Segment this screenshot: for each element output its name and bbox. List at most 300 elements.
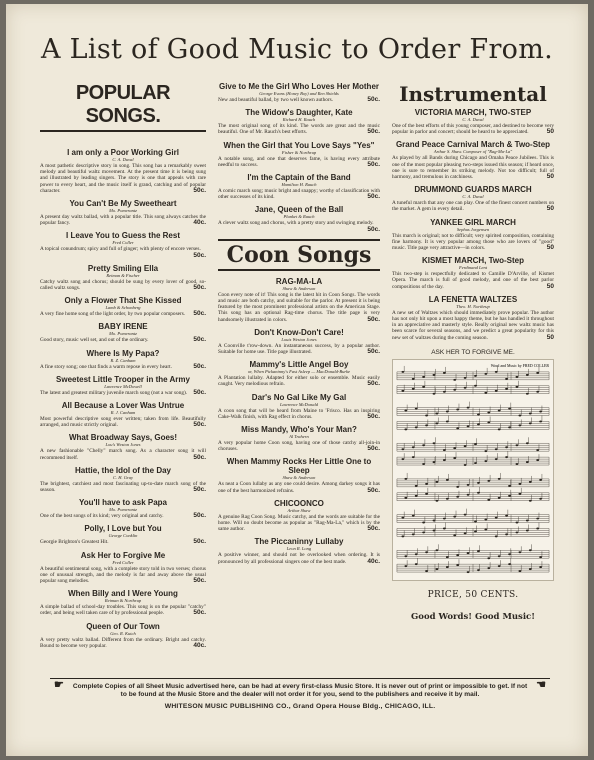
song-entry	[218, 393, 380, 420]
song-description: The most original song of its kind. The words are great and the music beautiful. One of Mr. Rauch's best efforts.	[218, 123, 380, 136]
song-price: 50c.	[367, 315, 380, 323]
song-title: When the Girl that You Love Says "Yes"	[223, 140, 375, 150]
song-composer: Leon R. Long	[286, 546, 312, 552]
song-description: A beautiful sentimental song, with a complete story told in two verses; chorus one of unusual strength, and the melody is far and away above the usual popular song melodies.	[40, 565, 206, 585]
music-note	[526, 461, 529, 463]
song-composer: Louis Weston Jones	[281, 336, 317, 342]
song-title: Don't Know-Don't Care!	[254, 327, 344, 337]
music-note	[536, 449, 539, 451]
song-description-block	[218, 188, 380, 200]
song-title: Polly, I Love but You	[84, 524, 162, 534]
song-title: RAG-MA-LA	[275, 276, 323, 286]
music-note	[425, 551, 428, 553]
song-entry	[218, 173, 380, 200]
song-composer: Lou's Weston Jones	[105, 442, 141, 448]
song-composer: Geo. R. Kutch	[110, 630, 136, 636]
sheet-music-excerpt	[392, 359, 554, 581]
music-note	[516, 386, 519, 388]
song-entry	[40, 199, 206, 226]
music-note	[519, 414, 522, 416]
song-description: The brightest, catchiest and most fascinating up-to-date march song of the season.	[40, 480, 206, 494]
music-note	[443, 391, 446, 393]
song-description: A Coonville t'row-down. An instantaneous success, by a popular author. Suitable for home use. Title page illustrated.	[218, 342, 380, 356]
song-description: A new set of Waltzes which should immediately prove popular. The author has not only hit upon a most happy theme, but he has handled it throughout in an appreciative and masterly style. Really original new waltz music has been scarce for several seasons, and we predict a great popularity for this new set of waltzes during the coming season.	[392, 309, 554, 341]
song-price: 50c.	[367, 225, 380, 233]
instrumental-heading: Instrumental	[399, 82, 547, 106]
song-title: You Can't Be My Sweetheart	[69, 199, 177, 209]
footer-publisher: WHITESON MUSIC PUBLISHING CO., Grand Opera House Bldg., CHICAGO, ILL.	[164, 703, 436, 710]
coon-songs-heading: Coon Songs	[218, 239, 380, 271]
music-note	[425, 570, 428, 572]
song-price: 50c.	[367, 160, 380, 168]
music-note	[495, 390, 498, 392]
song-description: The latest and greatest military juvenile march song (not a war song).	[40, 389, 188, 396]
music-note	[464, 445, 467, 447]
music-note	[505, 533, 508, 535]
song-composer: Arthur S. Shaw. Composer of "Rag-Ma-La"	[433, 149, 513, 155]
song-price: 50c.	[367, 380, 380, 388]
music-note	[456, 496, 459, 498]
music-note	[529, 549, 532, 551]
music-note	[404, 497, 407, 499]
song-description-block	[218, 343, 380, 355]
song-entry	[218, 499, 380, 533]
sheet-music-credit: Word and Music by FRED COLLER	[490, 362, 550, 368]
song-price: 50c.	[367, 445, 380, 453]
song-composer: R. Z. Canham	[110, 357, 136, 363]
song-entry	[218, 537, 380, 564]
song-title: Only a Flower That She Kissed	[64, 296, 182, 306]
music-note	[415, 426, 418, 428]
song-entry	[218, 205, 380, 232]
song-price: 50c.	[367, 96, 380, 103]
music-note	[404, 409, 407, 411]
good-words-slogan: Good Words! Good Music!	[411, 611, 535, 622]
song-title: Grand Peace Carnival March & Two-Step	[395, 140, 551, 150]
music-note	[529, 422, 532, 424]
middle-songs-list	[218, 82, 380, 233]
song-price: 50c.	[193, 388, 206, 396]
music-note	[467, 425, 470, 427]
music-note	[446, 556, 449, 558]
music-note	[422, 463, 425, 465]
popular-songs-heading: POPULAR SONGS.	[40, 82, 206, 132]
music-note	[508, 495, 511, 497]
music-note	[446, 498, 449, 500]
music-note	[495, 516, 498, 518]
song-entry	[40, 622, 206, 649]
music-note	[464, 377, 467, 379]
music-note	[498, 428, 501, 430]
music-note	[484, 528, 487, 530]
music-note	[453, 457, 456, 459]
music-note	[508, 407, 511, 409]
song-entry	[40, 498, 206, 519]
song-composer: George Conklin	[108, 533, 138, 539]
music-note	[529, 412, 532, 414]
music-note	[425, 414, 428, 416]
song-price: 50c.	[193, 577, 206, 585]
song-description: A topical conundrum; spicy and full of ginger; with plenty of encore verses.	[40, 246, 201, 253]
music-note	[536, 391, 539, 393]
music-note	[464, 513, 467, 515]
music-note	[495, 371, 498, 373]
song-description: This two-step is respectfully dedicated to Camille D'Arville, of Kismet Opera. The march is full of good melody, and one of the best parlor compositions of the day.	[392, 271, 554, 290]
song-composer: C. A. Duval	[112, 157, 134, 162]
song-title: Where Is My Papa?	[86, 348, 160, 358]
song-description: A very fine home song of the light order, by two popular composers.	[40, 311, 186, 318]
song-title: Sweetest Little Trooper in the Army	[56, 374, 190, 384]
song-price: 50c.	[367, 525, 380, 533]
song-entry	[218, 141, 380, 168]
song-entry	[40, 433, 206, 460]
music-note	[456, 554, 459, 556]
music-note	[401, 390, 404, 392]
song-composer: C. H. Gray	[113, 474, 133, 480]
music-note	[539, 556, 542, 558]
song-description-block	[392, 233, 554, 252]
song-composer: Plunket & Rauch	[283, 214, 315, 220]
song-description: A tuneful march that any one can play. One of the finest concert numbers on the market. A gem in every detail.	[392, 200, 554, 213]
music-note	[526, 529, 529, 531]
music-note	[412, 533, 415, 535]
music-note	[508, 563, 511, 565]
music-note	[495, 535, 498, 537]
song-description-block	[40, 539, 206, 545]
music-note	[529, 481, 532, 483]
music-note	[516, 444, 519, 446]
music-note	[412, 388, 415, 390]
song-price: 50c.	[193, 609, 206, 617]
music-note	[404, 478, 407, 480]
music-note	[529, 568, 532, 570]
song-price: 50	[546, 333, 554, 341]
song-price: 50	[546, 173, 554, 181]
music-note	[484, 460, 487, 462]
song-title: Hattie, the Idol of the Day	[74, 465, 171, 475]
song-price: 50	[546, 205, 554, 213]
music-note	[519, 551, 522, 553]
music-note	[401, 516, 404, 518]
song-entry	[40, 551, 206, 585]
song-title: I'm the Captain of the Band	[247, 173, 351, 183]
song-composer: Shaw & Anderson	[282, 285, 316, 291]
song-composer: Fisher & Northrup	[281, 149, 317, 155]
song-description-block	[392, 155, 554, 180]
song-description: This march is original; not to difficult; very spirited composition, containing fine harmony. It is very popular among those who are lovers of "good" music. Title page very attractive—in colors.	[392, 232, 554, 252]
music-note	[436, 481, 439, 483]
song-entry	[40, 375, 206, 396]
song-title: You'll have to ask Papa	[78, 498, 167, 508]
song-entry	[392, 140, 554, 180]
music-note	[529, 500, 532, 502]
music-note	[498, 555, 501, 557]
pointing-hand-left-icon: ☚	[536, 679, 546, 691]
song-description-block	[40, 637, 206, 649]
song-title: VICTORIA MARCH, TWO-STEP	[414, 108, 532, 117]
music-note	[474, 530, 477, 532]
song-entry	[40, 589, 206, 616]
music-note	[505, 388, 508, 390]
song-composer: Lawrence McDowell	[104, 383, 142, 389]
coon-songs-list	[218, 277, 380, 565]
music-note	[401, 458, 404, 460]
song-title: Dar's No Gal Like My Gal	[251, 392, 347, 402]
music-note	[539, 410, 542, 412]
song-description: Coon every note of it! This song is the latest hit in Coon Songs. The words and music are both catchy, and suitable for the parlor. At present it is being featured by the most prominent professional artists on the American Stage. This song has an optional Rag-time chorus. The title page is very handsomely illustrated in colors.	[218, 291, 380, 323]
music-note	[415, 495, 418, 497]
song-composer: Fred Coller	[112, 240, 134, 246]
song-description-block	[40, 604, 206, 616]
song-entry	[40, 148, 206, 194]
music-note	[487, 567, 490, 569]
music-note	[436, 412, 439, 414]
music-note	[464, 464, 467, 466]
song-price: 40c.	[193, 641, 206, 649]
music-note	[412, 456, 415, 458]
song-description-block	[392, 123, 554, 135]
music-note	[453, 515, 456, 517]
page-title: A List of Good Music to Order From.	[40, 34, 553, 65]
song-composer: Hamilton H. Rauch	[281, 182, 317, 188]
song-description: A Plantation lullaby. Adapted for either solo or ensemble. Music easily caught. Very melodious refrain.	[218, 375, 380, 388]
footer-notice	[50, 678, 550, 711]
song-composer: Richard H. Rauch	[282, 117, 316, 123]
song-description: Georgie Brighton's Greatest Hit.	[40, 539, 109, 546]
song-description-block	[40, 337, 206, 343]
song-composer: Lawrence McDonald	[280, 401, 318, 407]
music-note	[516, 531, 519, 533]
song-entry	[40, 264, 206, 291]
song-entry	[40, 524, 206, 545]
song-title: DRUMMOND GUARDS MARCH	[414, 185, 532, 195]
song-composer: Lamb & Schonberg	[105, 305, 141, 311]
song-composer: Al Trahern	[289, 434, 309, 440]
song-description: Good story, music well set, and out of the ordinary.	[40, 337, 149, 344]
song-description: As played by all Bands during Chicago and Omaha Peace Jubilees. This is one of the most popular pleasing two-steps issued this season; if heard once, one is sure to remember its striking melody. Not too difficult; full of harmony, and tremulous in catchiness.	[392, 155, 554, 181]
song-composer: Mo. Pomerantz	[109, 331, 137, 337]
music-note	[467, 571, 470, 573]
music-note	[404, 555, 407, 557]
music-note	[415, 563, 418, 565]
music-note	[446, 479, 449, 481]
middle-column	[218, 82, 380, 570]
music-note	[404, 565, 407, 567]
music-note	[536, 372, 539, 374]
song-title: Miss Mandy, Who's Your Man?	[241, 425, 357, 435]
song-title: Give to Me the Girl Who Loves Her Mother	[218, 82, 380, 91]
song-composer: C. A. Duval	[462, 194, 484, 200]
song-title: Jane, Queen of the Ball	[254, 205, 344, 215]
song-composer: Shaw & Anderson	[282, 475, 316, 481]
music-note	[443, 372, 446, 374]
music-note	[487, 480, 490, 482]
music-note	[508, 553, 511, 555]
music-note	[412, 514, 415, 516]
music-note	[456, 427, 459, 429]
music-note	[526, 442, 529, 444]
music-note	[456, 564, 459, 566]
music-note	[477, 413, 480, 415]
music-note	[422, 386, 425, 388]
instrumental-column	[392, 82, 554, 622]
music-note	[467, 494, 470, 496]
music-note	[477, 423, 480, 425]
music-note	[422, 376, 425, 378]
music-note	[519, 493, 522, 495]
music-note	[474, 375, 477, 377]
music-note	[484, 450, 487, 452]
music-note	[495, 448, 498, 450]
music-note	[436, 500, 439, 502]
price-text: PRICE, 50 CENTS.	[427, 589, 519, 600]
song-composer: Mo. Pomerantz	[109, 507, 137, 513]
music-note	[467, 406, 470, 408]
song-entry	[392, 185, 554, 212]
music-note	[539, 498, 542, 500]
music-note	[516, 376, 519, 378]
song-title: What Broadway Says, Goes!	[68, 433, 178, 443]
song-composer: or, When Pickaninny's Fast Asleep — MacDonald-Burke	[247, 369, 351, 375]
song-title: LA FENETTA WALTZES	[428, 294, 518, 304]
song-description-block	[392, 271, 554, 290]
song-title: YANKEE GIRL MARCH	[430, 217, 516, 227]
song-title: I Leave You to Guess the Rest	[66, 231, 180, 241]
song-description-block	[218, 156, 380, 168]
song-description: Catchy waltz song and chorus; should be sung by every lover of good, so-called waltz songs.	[40, 278, 206, 292]
music-note	[412, 378, 415, 380]
music-note	[516, 463, 519, 465]
music-note	[487, 421, 490, 423]
song-entry	[218, 108, 380, 135]
song-description: A present day waltz ballad, with a popular title. This song always catches the popular fancy.	[40, 214, 206, 227]
music-note	[453, 389, 456, 391]
song-entry	[392, 218, 554, 252]
song-description-block	[218, 123, 380, 135]
song-price: 40c.	[367, 557, 380, 565]
song-price: 50c.	[193, 453, 206, 461]
song-price: 40c.	[193, 219, 206, 227]
song-description-block	[392, 310, 554, 341]
song-description: A genuine Rag Coon Song. Music catchy, and the words are suitable for the home. Will no doubt become as popular as "Rag-Ma-La," which is by the same author.	[218, 513, 380, 533]
instrumental-list	[392, 108, 554, 341]
song-entry	[40, 466, 206, 493]
song-composer: Reiman & Northrup	[104, 598, 142, 604]
music-note	[425, 493, 428, 495]
music-note	[505, 456, 508, 458]
music-note	[436, 422, 439, 424]
music-note	[425, 424, 428, 426]
music-note	[453, 379, 456, 381]
song-description-block	[40, 279, 206, 291]
music-note	[415, 553, 418, 555]
footer-text: Complete Copies of all Sheet Music advertised here, can be had at every first-class Music Store. It is never out of print or impossible to get. If not to be found at the Music Store and the dealer will not order it for you, send to the publishers and receive it by mail.	[72, 683, 528, 698]
music-note	[443, 449, 446, 451]
music-note	[412, 446, 415, 448]
song-description-block	[40, 246, 206, 258]
music-note	[487, 557, 490, 559]
music-note	[498, 478, 501, 480]
song-description-block	[40, 311, 206, 317]
song-price: 50c.	[193, 251, 206, 259]
music-note	[456, 408, 459, 410]
song-description: One of the best efforts of this young composer, and destined to become very popular in parlor and concert; should be heard to be appreciated.	[392, 123, 554, 136]
music-note	[516, 521, 519, 523]
song-description: A notable song, and one that deserves fame, is having every attribute needful to success.	[218, 155, 380, 168]
song-description-block	[392, 200, 554, 212]
song-price: 50c.	[193, 486, 206, 494]
song-description: A very popular home Coon song, having one of those catchy all-join-in choruses.	[218, 440, 380, 453]
song-description: A positive winner, and should not be overlooked when ordering. It is pronounced by all professional singers one of the best made.	[218, 552, 380, 565]
song-price: 50c.	[193, 362, 206, 370]
music-note	[484, 518, 487, 520]
song-entry	[392, 256, 554, 290]
song-description-block	[218, 481, 380, 493]
song-title: Ask Her to Forgive Me	[80, 550, 166, 560]
music-note	[487, 411, 490, 413]
music-note	[484, 373, 487, 375]
song-description-block	[40, 364, 206, 370]
song-description-block	[218, 552, 380, 564]
music-note	[446, 566, 449, 568]
music-note	[467, 484, 470, 486]
music-note	[415, 485, 418, 487]
song-composer: George Evans (Honey Boy) and Ren Shields	[259, 91, 339, 96]
song-entry	[40, 401, 206, 428]
song-title: CHICOONCO	[274, 498, 324, 508]
song-composer: R. J. Canham	[110, 410, 136, 416]
music-note	[505, 514, 508, 516]
song-description: A very pretty waltz ballad. Different from the ordinary. Bright and catchy. Bound to become very popular.	[40, 636, 206, 649]
song-description: A clever waltz song and chorus, with a pretty story and swinging melody.	[218, 220, 374, 227]
music-note	[474, 443, 477, 445]
music-note	[401, 371, 404, 373]
song-entry	[218, 360, 380, 387]
music-note	[505, 446, 508, 448]
song-composer: Arthur Shaw	[287, 507, 311, 513]
song-price: 50c.	[193, 336, 206, 344]
song-title: BABY IRENE	[98, 322, 148, 332]
music-note	[539, 420, 542, 422]
music-note	[477, 550, 480, 552]
song-description-block	[40, 481, 206, 493]
song-price: 50c.	[367, 412, 380, 420]
song-entry	[218, 328, 380, 355]
music-note	[484, 392, 487, 394]
song-title: The Widow's Daughter, Kate	[245, 108, 353, 118]
pointing-hand-icon: ☛	[54, 679, 64, 691]
song-description-block	[218, 408, 380, 420]
song-price: 50c.	[367, 486, 380, 494]
song-description: A fine story song; one that finds a warm repose in every heart.	[40, 363, 172, 370]
song-composer: Ferdinand Lent	[459, 265, 487, 271]
music-note	[464, 532, 467, 534]
music-note	[487, 499, 490, 501]
song-price: 50	[546, 282, 554, 290]
song-description: A new fashionable "Chelly" march song. As a character song it will recommend itself.	[40, 448, 206, 461]
song-description: One of the best songs of its kind; very original and catchy.	[40, 513, 164, 520]
song-description: New and beautiful ballad, by two well known authors.	[218, 97, 334, 103]
song-price: 50c.	[193, 310, 206, 318]
music-note	[526, 374, 529, 376]
music-note	[401, 535, 404, 537]
song-title: Pretty Smiling Ella	[87, 263, 159, 273]
song-description-block	[40, 390, 206, 396]
music-note	[422, 444, 425, 446]
song-description: A comic march song; music bright and snappy; worthy of classification with other successes of its kind.	[218, 188, 380, 201]
music-note	[526, 519, 529, 521]
song-composer: Sephus Jorgensen	[456, 226, 490, 232]
